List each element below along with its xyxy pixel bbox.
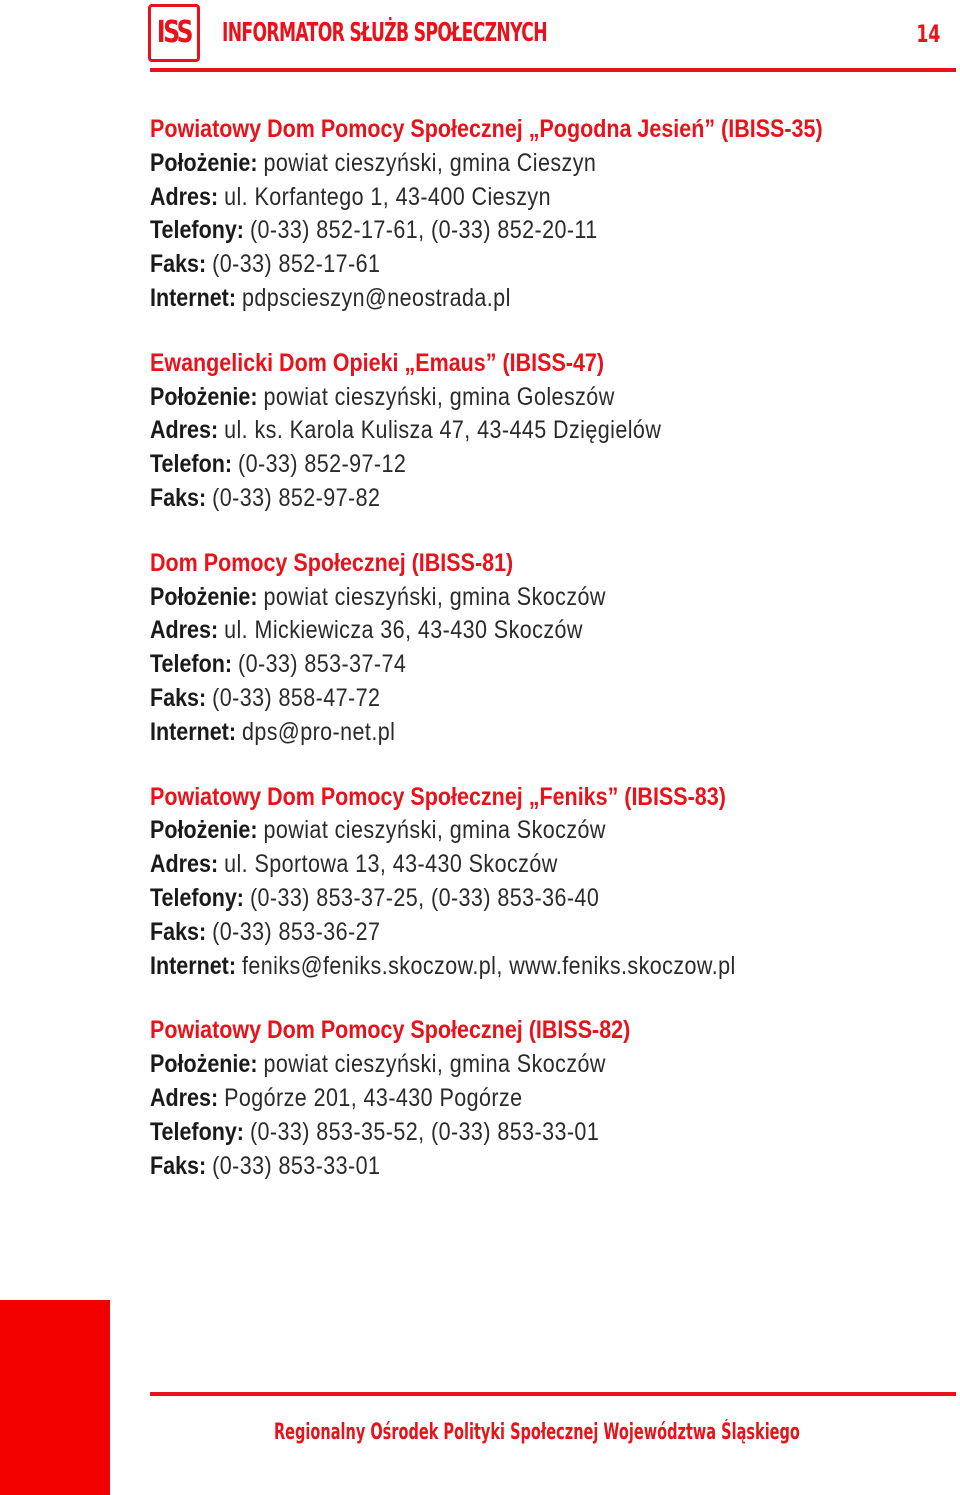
field-label: Telefon: (150, 650, 233, 679)
field-address (150, 1082, 838, 1116)
field-address (150, 414, 838, 448)
field-value: powiat cieszyński, gmina Skoczów (263, 582, 606, 611)
field-label: Faks: (150, 250, 207, 279)
field-label: Położenie: (150, 148, 258, 177)
field-label: Adres: (150, 416, 219, 445)
logo-text: ISS (156, 15, 192, 50)
institution-list (150, 113, 950, 1214)
field-address (150, 181, 838, 215)
field-label: Internet: (150, 283, 236, 312)
institution-title: Dom Pomocy Społecznej (IBISS-81) (150, 548, 514, 577)
field-address (150, 614, 838, 648)
page-header (0, 0, 960, 70)
footer-rule (150, 1392, 956, 1396)
field-location (150, 1048, 838, 1082)
field-fax (150, 682, 838, 716)
field-label: Telefony: (150, 1117, 244, 1146)
decorative-red-block (0, 1300, 110, 1495)
field-location (150, 381, 838, 415)
field-label: Położenie: (150, 1050, 258, 1079)
field-fax (150, 248, 838, 282)
page-number: 14 (915, 20, 940, 48)
field-internet (150, 950, 838, 984)
institution-title: Powiatowy Dom Pomocy Społecznej „Feniks” (IBISS-83) (150, 782, 726, 811)
field-label: Faks: (150, 683, 207, 712)
field-location (150, 814, 838, 848)
field-fax (150, 916, 838, 950)
field-label: Internet: (150, 951, 236, 980)
field-internet (150, 716, 838, 750)
field-value: powiat cieszyński, gmina Cieszyn (263, 148, 597, 177)
field-internet (150, 282, 838, 316)
field-label: Położenie: (150, 382, 258, 411)
institution-entry (150, 347, 950, 516)
field-value: powiat cieszyński, gmina Skoczów (263, 816, 606, 845)
field-phone (150, 214, 838, 248)
institution-title: Ewangelicki Dom Opieki „Emaus” (IBISS-47) (150, 348, 605, 377)
field-value: powiat cieszyński, gmina Skoczów (263, 1050, 606, 1079)
field-value: (0-33) 853-37-74 (238, 650, 407, 679)
field-label: Adres: (150, 1083, 219, 1112)
field-label: Telefon: (150, 450, 233, 479)
institution-entry (150, 113, 950, 316)
field-label: Położenie: (150, 816, 258, 845)
field-value: ul. Mickiewicza 36, 43-430 Skoczów (224, 616, 583, 645)
field-label: Internet: (150, 717, 236, 746)
field-value: powiat cieszyński, gmina Goleszów (263, 382, 615, 411)
field-phone (150, 648, 838, 682)
field-value: ul. Korfantego 1, 43-400 Cieszyn (224, 182, 551, 211)
field-phone (150, 1116, 838, 1150)
footer-organization: Regionalny Ośrodek Polityki Społecznej Województwa Śląskiego (274, 1420, 800, 1445)
iss-logo (148, 4, 200, 62)
institution-entry (150, 781, 950, 984)
field-label: Adres: (150, 182, 219, 211)
field-value: (0-33) 853-35-52, (0-33) 853-33-01 (249, 1117, 600, 1146)
field-value: ul. ks. Karola Kulisza 47, 43-445 Dzięgielów (224, 416, 662, 445)
field-value: (0-33) 853-33-01 (212, 1151, 381, 1180)
field-location (150, 581, 838, 615)
field-label: Telefony: (150, 883, 244, 912)
institution-title: Powiatowy Dom Pomocy Społecznej „Pogodna Jesień” (IBISS-35) (150, 115, 823, 143)
field-value: dps@pro-net.pl (241, 717, 396, 746)
field-label: Adres: (150, 850, 219, 879)
field-value: ul. Sportowa 13, 43-430 Skoczów (224, 850, 558, 879)
field-phone (150, 448, 838, 482)
field-value: (0-33) 853-37-25, (0-33) 853-36-40 (249, 883, 600, 912)
field-fax (150, 482, 838, 516)
field-location (150, 147, 838, 181)
field-label: Położenie: (150, 582, 258, 611)
field-label: Telefony: (150, 216, 244, 245)
field-value: (0-33) 852-17-61, (0-33) 852-20-11 (249, 216, 598, 245)
field-value: (0-33) 858-47-72 (212, 683, 381, 712)
field-value: Pogórze 201, 43-430 Pogórze (224, 1083, 523, 1112)
field-label: Faks: (150, 917, 207, 946)
field-label: Adres: (150, 616, 219, 645)
field-value: (0-33) 852-97-12 (238, 450, 407, 479)
institution-entry (150, 547, 950, 750)
field-label: Faks: (150, 1151, 207, 1180)
field-value: (0-33) 853-36-27 (212, 917, 381, 946)
field-value: (0-33) 852-17-61 (212, 250, 381, 279)
field-label: Faks: (150, 483, 207, 512)
field-phone (150, 882, 838, 916)
institution-entry (150, 1014, 950, 1183)
field-value: feniks@feniks.skoczow.pl, www.feniks.skoczow.pl (241, 951, 736, 980)
field-value: pdpscieszyn@neostrada.pl (241, 283, 511, 312)
publication-title: INFORMATOR SŁUŻB SPOŁECZNYCH (222, 18, 547, 48)
field-value: (0-33) 852-97-82 (212, 483, 381, 512)
field-fax (150, 1150, 838, 1184)
field-address (150, 848, 838, 882)
header-rule (150, 68, 956, 72)
institution-title: Powiatowy Dom Pomocy Społecznej (IBISS-82) (150, 1016, 631, 1045)
